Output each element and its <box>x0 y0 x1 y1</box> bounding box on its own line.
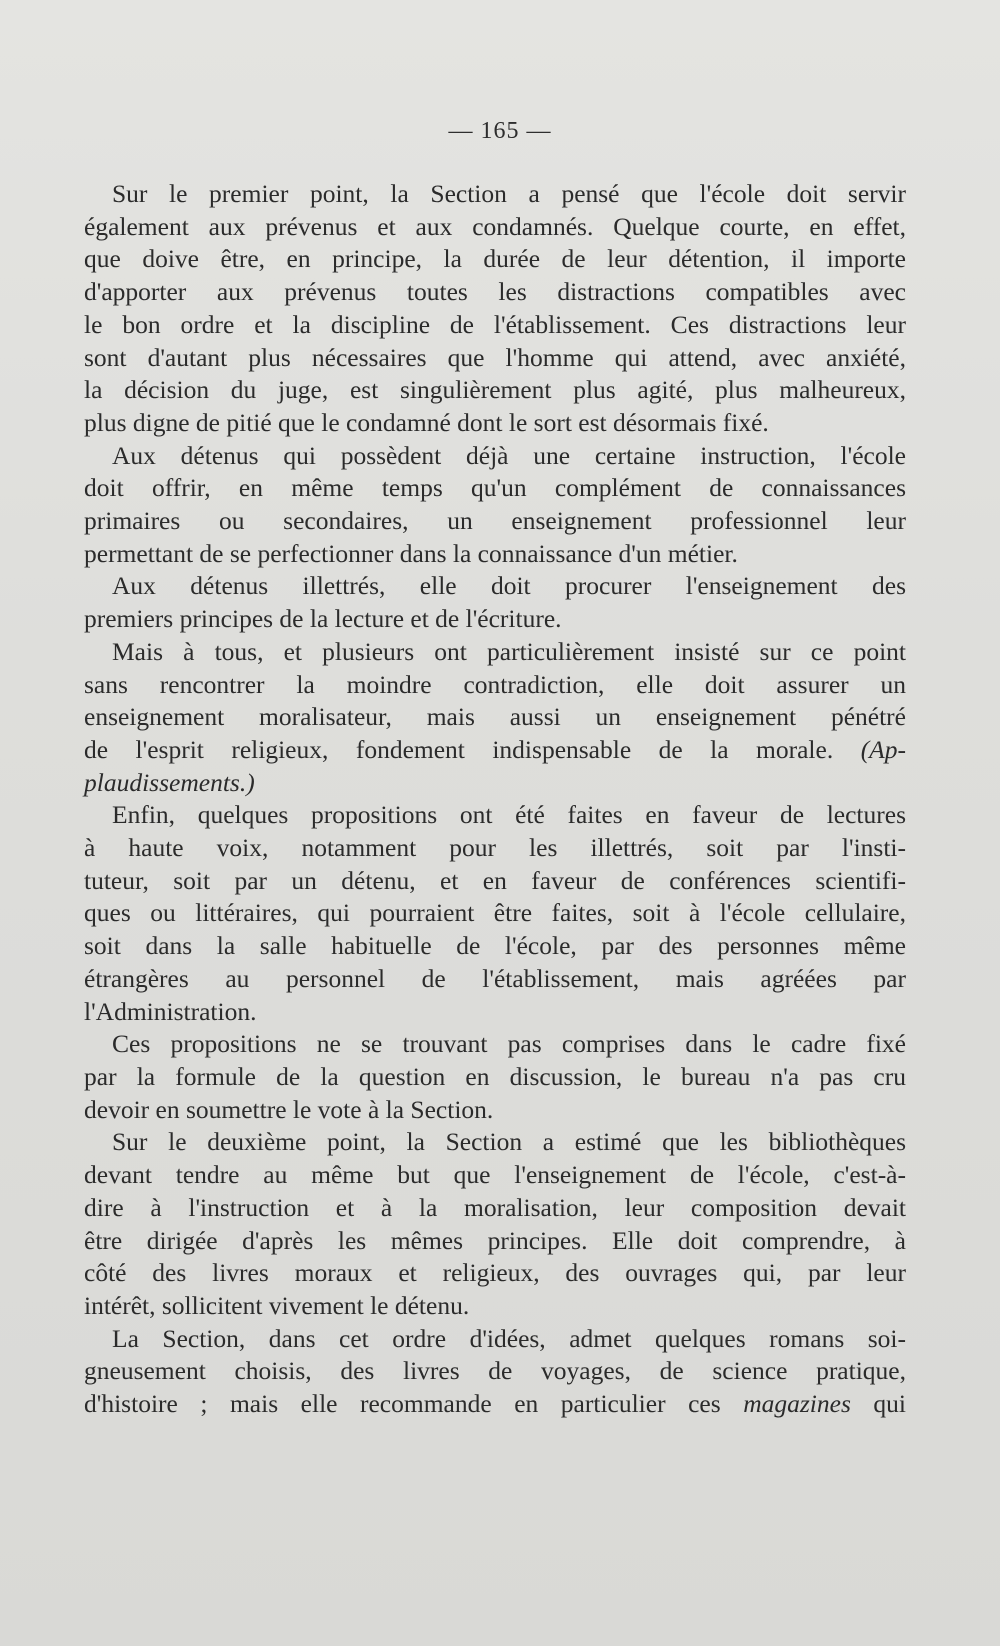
text-line: Ces propositions ne se trouvant pas comprises dans le cadre fixé <box>112 1029 906 1059</box>
text-line: étrangères au personnel de l'établissement, mais agréées par <box>84 963 906 993</box>
text-line: le bon ordre et la discipline de l'établissement. Ces distractions leur <box>84 309 906 339</box>
text-line: sont d'autant plus nécessaires que l'homme qui attend, avec anxiété, <box>84 342 906 372</box>
text-line: plus digne de pitié que le condamné dont le sort est désormais fixé. <box>84 407 769 437</box>
paragraph-5 <box>84 799 906 1028</box>
paragraph-3 <box>84 570 906 635</box>
text-line: d'histoire ; mais elle recommande en particulier ces magazines qui <box>84 1389 906 1419</box>
text-line: Sur le deuxième point, la Section a estimé que les bibliothèques <box>112 1127 906 1157</box>
text-line: Aux détenus illettrés, elle doit procurer l'enseignement des <box>112 571 906 601</box>
italic-text: magazines <box>743 1389 851 1419</box>
text-line: la décision du juge, est singulièrement plus agité, plus malheureux, <box>84 375 906 405</box>
text-line: de l'esprit religieux, fondement indispensable de la morale. (Ap- <box>84 734 906 764</box>
text-line: Sur le premier point, la Section a pensé que l'école doit servir <box>112 179 906 208</box>
text-line: tuteur, soit par un détenu, et en faveur de conférences scientifi- <box>84 865 906 895</box>
text-line: l'Administration. <box>84 996 257 1026</box>
paragraph-6 <box>84 1028 906 1126</box>
text-line: par la formule de la question en discussion, le bureau n'a pas cru <box>84 1061 906 1091</box>
text-line: premiers principes de la lecture et de l'écriture. <box>84 604 562 634</box>
text-line: sans rencontrer la moindre contradiction, elle doit assurer un <box>84 669 906 699</box>
text-line: primaires ou secondaires, un enseignement professionnel leur <box>84 506 906 536</box>
text-line: être dirigée d'après les mêmes principes. Elle doit comprendre, à <box>84 1225 906 1255</box>
text-line <box>84 767 906 800</box>
text-line: soit dans la salle habituelle de l'école, par des personnes même <box>84 931 906 961</box>
text-line: intérêt, sollicitent vivement le détenu. <box>84 1290 470 1320</box>
text-line: côté des livres moraux et religieux, des ouvrages qui, par leur <box>84 1258 906 1288</box>
italic-text: plaudissements.) <box>84 767 255 797</box>
text-line: Enfin, quelques propositions ont été faites en faveur de lectures <box>112 800 906 830</box>
text-line: permettant de se perfectionner dans la connaissance d'un métier. <box>84 538 738 568</box>
paragraph-4 <box>84 636 906 800</box>
text-line: d'apporter aux prévenus toutes les distractions compatibles avec <box>84 277 906 307</box>
body-text <box>84 178 906 1421</box>
text-line: enseignement moralisateur, mais aussi un enseignement pénétré <box>84 702 906 732</box>
italic-text: (Ap- <box>860 734 906 764</box>
text-line: Mais à tous, et plusieurs ont particulièrement insisté sur ce point <box>112 636 906 666</box>
text-line: devoir en soumettre le vote à la Section. <box>84 1094 494 1124</box>
text-line: à haute voix, notamment pour les illettrés, soit par l'insti- <box>84 833 906 863</box>
text-line: dire à l'instruction et à la moralisation, leur composition devait <box>84 1192 906 1222</box>
text-line: ques ou littéraires, qui pourraient être faites, soit à l'école cellulaire, <box>84 898 906 928</box>
paragraph-2 <box>84 440 906 571</box>
paragraph-8 <box>84 1323 906 1421</box>
text-line: Aux détenus qui possèdent déjà une certaine instruction, l'école <box>112 440 906 470</box>
text-line: La Section, dans cet ordre d'idées, admet quelques romans soi- <box>112 1323 906 1353</box>
text-line: que doive être, en principe, la durée de leur détention, il importe <box>84 244 906 274</box>
paragraph-1 <box>84 178 906 440</box>
text-line: devant tendre au même but que l'enseignement de l'école, c'est-à- <box>84 1160 906 1190</box>
text-line: gneusement choisis, des livres de voyages, de science pratique, <box>84 1356 906 1386</box>
text-line: doit offrir, en même temps qu'un complément de connaissances <box>84 473 906 503</box>
paragraph-7 <box>84 1126 906 1322</box>
page-number: — 165 — <box>448 118 552 144</box>
text-line: également aux prévenus et aux condamnés. Quelque courte, en effet, <box>84 211 906 241</box>
